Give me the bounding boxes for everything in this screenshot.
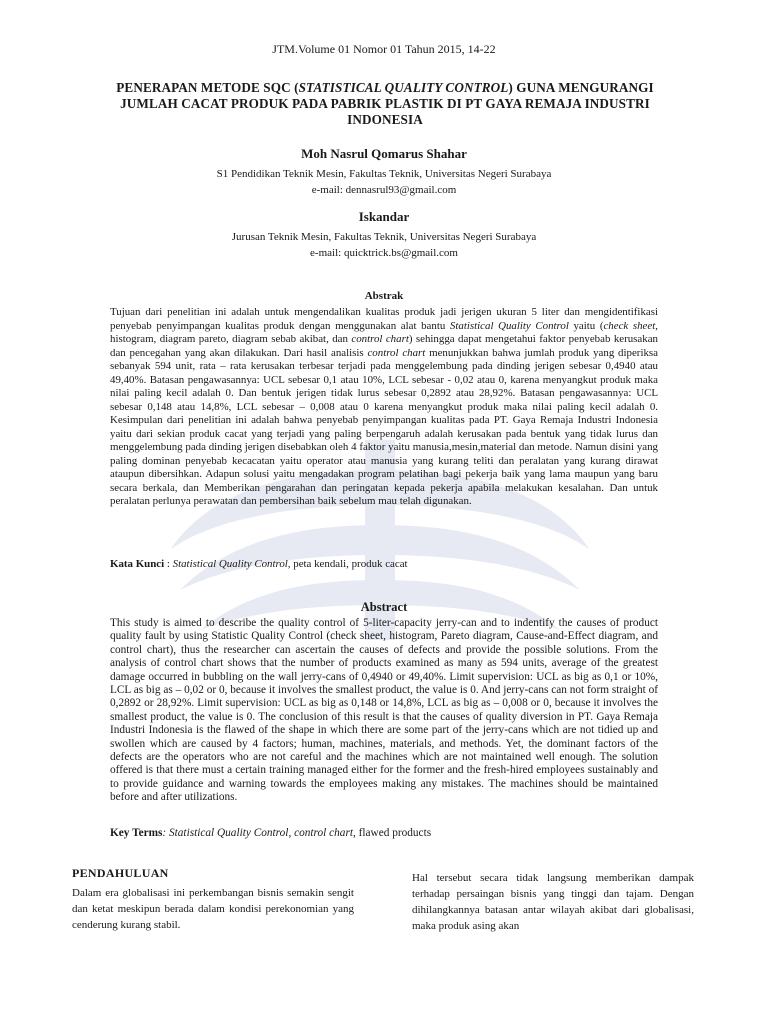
pendahuluan-left-text: Dalam era globalisasi ini perkembangan bisnis semakin sengit dan ketat meskipun berada dalam kondisi perekonomian yang cenderung kurang stabil. (72, 887, 354, 931)
abstrak-body (110, 306, 658, 509)
pendahuluan-left-column (72, 885, 354, 933)
abstrak-italic-3: control chart (351, 333, 409, 345)
key-terms-label: Key Terms (110, 827, 163, 839)
paper-title (90, 80, 680, 128)
pendahuluan-right-column (412, 870, 694, 934)
author-2-email: e-mail: quicktrick.bs@gmail.com (310, 247, 458, 259)
abstrak-italic-1: Statistical Quality Control (449, 319, 569, 332)
kata-kunci-label: Kata Kunci (110, 558, 165, 570)
abstrak-italic-2: check sheet (603, 319, 656, 332)
kata-kunci-rest: peta kendali, produk cacat (290, 558, 408, 570)
journal-header: JTM.Volume 01 Nomor 01 Tahun 2015, 14-22 (272, 42, 496, 56)
kata-kunci-sep: : (164, 558, 173, 570)
key-terms (110, 827, 658, 839)
abstrak-text-4: ) sehingga dapat mengetahui faktor penyebab kerusakan dan pencegahan yang akan dilakukan. Dari hasil analisis (110, 333, 658, 359)
kata-kunci-italic: Statistical Quality Control, (172, 558, 291, 570)
key-terms-italic: : Statistical Quality Control, control chart, (162, 827, 356, 839)
abstract-text: This study is aimed to describe the quality control of 5-liter-capacity jerry-can and to indentify the causes of product quality fault by using Statistic Quality Control (check sheet, histogram, Pareto diagram, Cause-and-Effect diagram, and control chart), thus the researcher can ascertain the causes of defects and provide the possible solutions. From the analysis of control chart shows that the number of products examined as many as 594 units, average of the greatest damage occurred in bubbling on the wall jerry-cans of 0,4940 or 49,40%. Limit supervision: UCL as big as 0,1 or 10%, LCL as big as – 0,02 or 0, because it involves the smallest product, the value is 0. And jerry-cans can not form straight of 0,2892 or 28,92%. Limit supervision: UCL as big as 0,148 or 14,8%, LCL as big as – 0,008 or 0, because it involves the smallest product, the value is 0. The conclusion of this result is that the causes of quality diversion in PT. Gaya Remaja Industri Indonesia is the flawed of the shape in which there are some part of the jerry-cans which are not tidied up and swollen which are caused by 4 factors; human, machines, materials, and methods. Yet, the dominant factors of the defects are the operators who are not careful and the machines which are not maintained well enough. The solution offered is that there must a certain training managed either for the former and the fresh-hired employees sustainably and to provide guidance and warning towards the employees making any mistakes. The machines should be maintained before and after utilizations. (110, 617, 658, 804)
title-part-1: PENERAPAN METODE SQC ( (116, 80, 299, 95)
abstrak-heading: Abstrak (364, 290, 404, 302)
pendahuluan-heading: PENDAHULUAN (72, 866, 169, 880)
abstrak-text-5: menunjukkan bahwa jumlah produk yang diperiksa sebanyak 594 unit, rata – rata kerusakan terbesar terjadi pada menggelembung pada dinding jerigen sebesar 0,4940 atau 49,40%. Batasan pengawasannya: UCL sebesar 0,1 atau 10%, LCL sebesar - 0,02 atau 0, karena menyangkut produk maka nilai paling kecil adalah 0. Dan bentuk jerigen tidak lurus sebesar 0,2892 atau 28,92%. Batasan pengawasannya: UCL sebesar 0,148 atau 14,8%, LCL sebesar – 0,008 atau 0 karena menyangkut produk maka nilai paling kecil adalah 0. Kesimpulan dari penelitian ini adalah bahwa penyebab penyimpangan kualitas pada PT. Gaya Remaja Industri Indonesia yaitu dari sekian produk cacat yang terjadi yang paling berpengaruh adalah kerusakan pada bentuk yang tidak lurus dan menggelembung pada dinding jerigen disebabkan oleh 4 faktor yaitu manusia,mesin,material dan metode. Namun disini yang paling dominan penyebab kecacatan yaitu operator atau manusia yang kurang teliti dan peralatan yang kurang dirawat ataupun dibersihkan. Adapun solusi yaitu mengadakan program pelatihan bagi pekerja baik yang lama maupun yang baru secara berkala, dan Memberikan pengarahan dan peringatan kepada pekerja apabila melakukan kesalahan. Dan untuk peralatan perlunya perawatan dan pembersihan baik sebelum mau telah digunakan. (110, 346, 658, 507)
author-1-name: Moh Nasrul Qomarus Shahar (301, 146, 467, 161)
author-1-email: e-mail: dennasrul93@gmail.com (311, 184, 457, 196)
pendahuluan-right-text: Hal tersebut secara tidak langsung memberikan dampak terhadap persaingan bisnis yang tinggi dan tajam. Dengan dihilangkannya batasan antar wilayah akibat dari globalisasi, maka produk asing akan (412, 872, 694, 932)
abstrak-italic-4: control chart (367, 346, 426, 359)
kata-kunci (110, 558, 658, 570)
abstrak-text-1: Tujuan dari penelitian ini adalah untuk mengendalikan kualitas produk jadi jerigen ukuran 5 liter dan mengidentifikasi penyebab penyimpangan kualitas produk dengan menggunakan alat bantu (110, 306, 658, 332)
abstract-body (110, 617, 658, 805)
key-terms-rest: flawed products (355, 827, 432, 839)
title-italic: STATISTICAL QUALITY CONTROL (298, 80, 509, 95)
author-1-affiliation: S1 Pendidikan Teknik Mesin, Fakultas Teknik, Universitas Negeri Surabaya (216, 168, 552, 180)
author-2-affiliation: Jurusan Teknik Mesin, Fakultas Teknik, Universitas Negeri Surabaya (231, 231, 537, 243)
abstrak-text-2: yaitu ( (568, 319, 604, 332)
author-2-name: Iskandar (358, 209, 410, 224)
abstrak-text-3: , histogram, diagram pareto, diagram sebab akibat, dan (110, 319, 658, 345)
title-part-2: ) GUNA MENGURANGI JUMLAH CACAT PRODUK PADA PABRIK PLASTIK DI PT GAYA REMAJA INDUSTRI INDONESIA (120, 80, 654, 127)
abstract-heading: Abstract (360, 600, 408, 614)
